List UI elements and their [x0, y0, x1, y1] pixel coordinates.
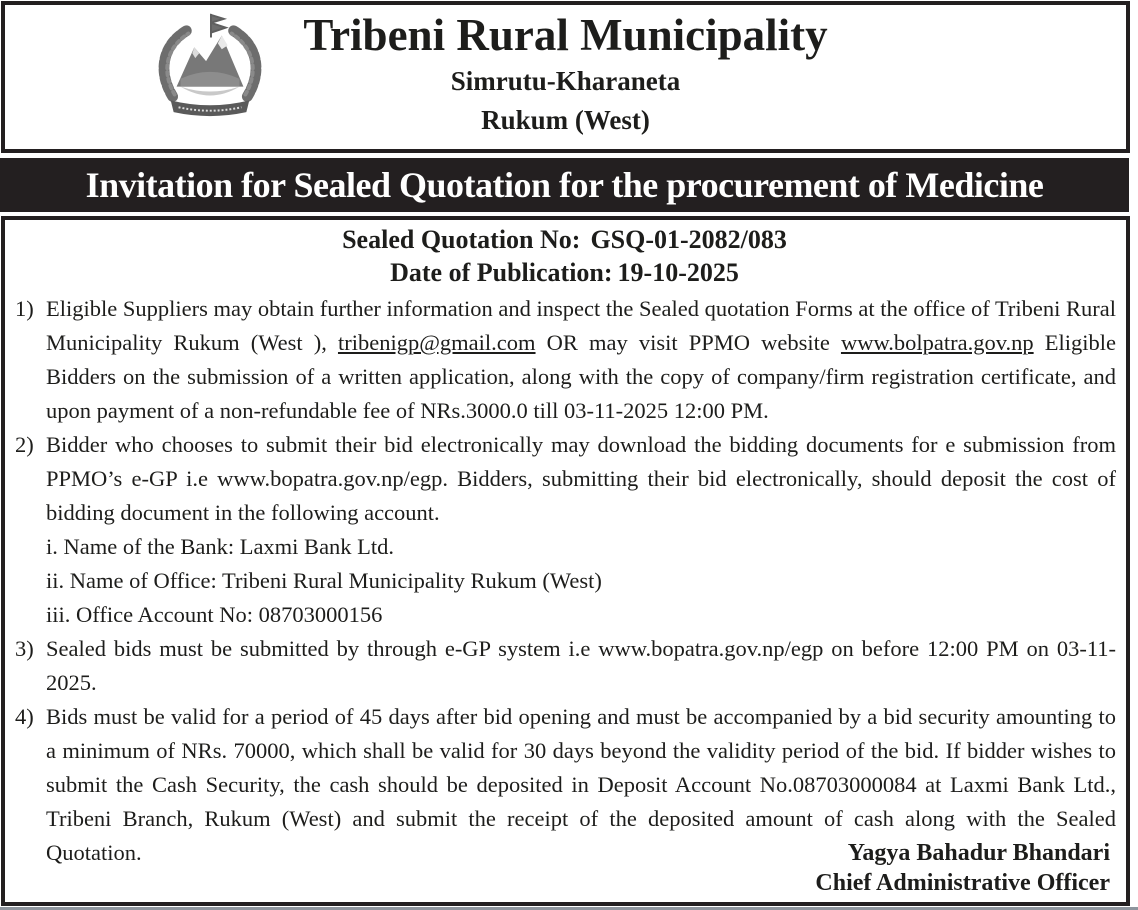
- item-number: 1): [15, 296, 34, 321]
- paragraph-text: Bids must be valid for a period of 45 days after bid opening and must be accompanied by a bid security amounting to a minimum of NRs. 70000, which shall be valid for 30 days beyond the validity period of the bid. If bidder wishes to submit the Cash Security, the cash should be deposited in Deposit Account No.08703000084 at Laxmi Bank Ltd., Tribeni Branch, Rukum (West) and submit the receipt of the deposited amount of cash along with the Sealed Quotation.: [46, 704, 1116, 865]
- municipality-title: Tribeni Rural Municipality: [303, 10, 828, 60]
- notice-body: [1, 216, 1130, 906]
- municipality-logo: [151, 10, 269, 122]
- nepal-coat-of-arms-icon: [151, 10, 269, 122]
- signature-block: [815, 838, 1110, 898]
- paragraph-text: Eligible Bidders on the submission of a written application, along with the copy of company/firm registration certificate, and upon payment of a non-refundable fee of NRs.3000.0 till 03-11-2025 12:00 PM.: [46, 330, 1116, 423]
- paragraph-text: OR may visit PPMO website: [535, 330, 841, 355]
- item-text: [46, 632, 1116, 700]
- publication-date-label: Date of Publication:: [390, 258, 613, 287]
- notice-title: Invitation for Sealed Quotation for the procurement of Medicine: [85, 165, 1044, 205]
- municipality-district: Rukum (West): [481, 105, 650, 135]
- item-number: 2): [15, 432, 34, 457]
- publication-date-line: [13, 256, 1116, 289]
- notice-title-banner: [0, 158, 1129, 212]
- signatory-title: Chief Administrative Officer: [815, 870, 1110, 896]
- notice-item: [13, 632, 1116, 700]
- quotation-number-value: GSQ-01-2082/083: [590, 225, 787, 254]
- paragraph-text: Bidder who chooses to submit their bid electronically may download the bidding documents for e submission from PPMO’s e-GP i.e www.bopatra.gov.np/egp. Bidders, submitting their bid electronically, should deposit the cost of bidding document in the following account.: [46, 432, 1116, 525]
- item-number: 4): [15, 704, 34, 729]
- sub-item: iii. Office Account No: 08703000156: [46, 602, 383, 627]
- paragraph-text: Sealed bids must be submitted by through e-GP system i.e www.bopatra.gov.np/egp on before 12:00 PM on 03-11-2025.: [46, 636, 1116, 695]
- municipality-subtitle: Simrutu-Kharaneta: [450, 66, 681, 96]
- sub-item: ii. Name of Office: Tribeni Rural Municipality Rukum (West): [46, 568, 602, 593]
- link-text[interactable]: tribenigp@gmail.com: [337, 330, 536, 355]
- quotation-number-line: [13, 223, 1116, 256]
- item-text: [46, 292, 1116, 428]
- header: [1, 1, 1130, 153]
- notice-item: [13, 292, 1116, 428]
- link-text[interactable]: www.bolpatra.gov.np: [840, 330, 1034, 355]
- item-text: [46, 428, 1116, 632]
- signatory-name: Yagya Bahadur Bhandari: [847, 840, 1110, 866]
- sub-item: i. Name of the Bank: Laxmi Bank Ltd.: [46, 534, 395, 559]
- publication-date-value: 19-10-2025: [617, 258, 739, 287]
- quotation-number-label: Sealed Quotation No:: [342, 225, 581, 254]
- item-number: 3): [15, 636, 34, 661]
- paragraph-text: Eligible Suppliers may obtain further information and inspect the Sealed quotation Forms at the office of Tribeni Rural Municipality Rukum (West ),: [46, 296, 1117, 355]
- notice-item: [13, 428, 1116, 632]
- notice-items: [13, 292, 1116, 870]
